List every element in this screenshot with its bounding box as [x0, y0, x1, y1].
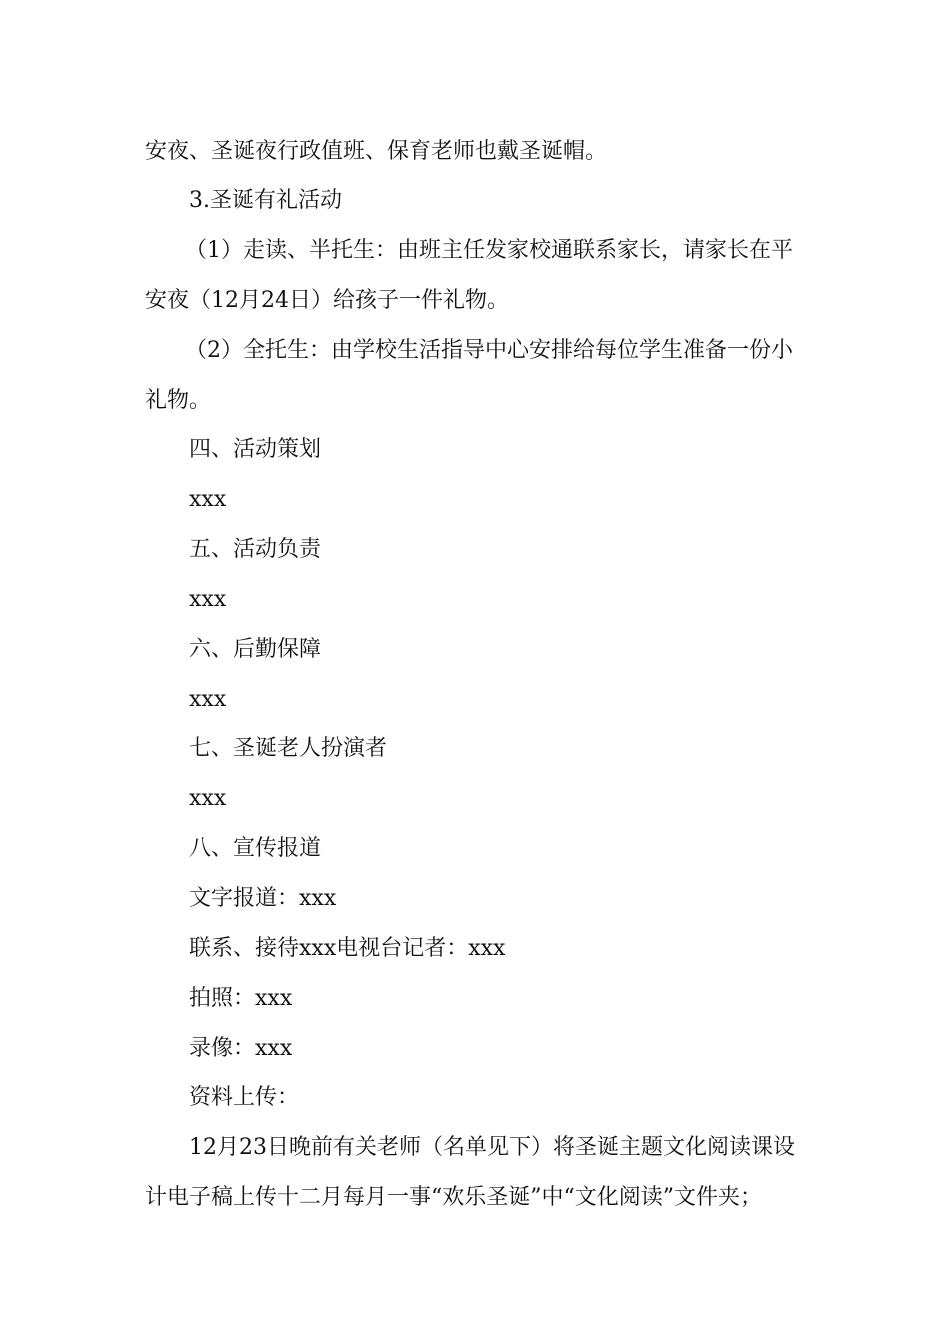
text-line: 资料上传： — [189, 1085, 300, 1110]
section-heading: 六、后勤保障 — [189, 637, 322, 662]
text-line: 安夜、圣诞夜行政值班、保育老师也戴圣诞帽。 — [145, 139, 608, 164]
section-heading: 3.圣诞有礼活动 — [189, 188, 342, 213]
text-line: （2）全托生：由学校生活指导中心安排给每位学生准备一份小 — [185, 338, 793, 363]
text-line: 文字报道：xxx — [189, 886, 337, 911]
text-line: xxx — [189, 687, 227, 712]
section-heading: 五、活动负责 — [189, 537, 322, 562]
text-line: 拍照：xxx — [189, 986, 293, 1011]
text-line: （1）走读、半托生：由班主任发家校通联系家长，请家长在平 — [185, 238, 793, 263]
text-line: 礼物。 — [145, 388, 212, 413]
text-line: 计电子稿上传十二月每月一事“欢乐圣诞”中“文化阅读”文件夹； — [145, 1185, 762, 1210]
text-line: xxx — [189, 786, 227, 811]
section-heading: 七、圣诞老人扮演者 — [189, 736, 388, 761]
text-line: xxx — [189, 587, 227, 612]
text-line: xxx — [189, 487, 227, 512]
section-heading: 八、宣传报道 — [189, 836, 322, 861]
text-line: 录像：xxx — [189, 1036, 293, 1061]
section-heading: 四、活动策划 — [189, 437, 322, 462]
text-line: 安夜（12月24日）给孩子一件礼物。 — [145, 288, 509, 313]
text-line: 联系、接待xxx电视台记者：xxx — [189, 936, 506, 961]
text-line: 12月23日晚前有关老师（名单见下）将圣诞主题文化阅读课设 — [189, 1135, 795, 1160]
